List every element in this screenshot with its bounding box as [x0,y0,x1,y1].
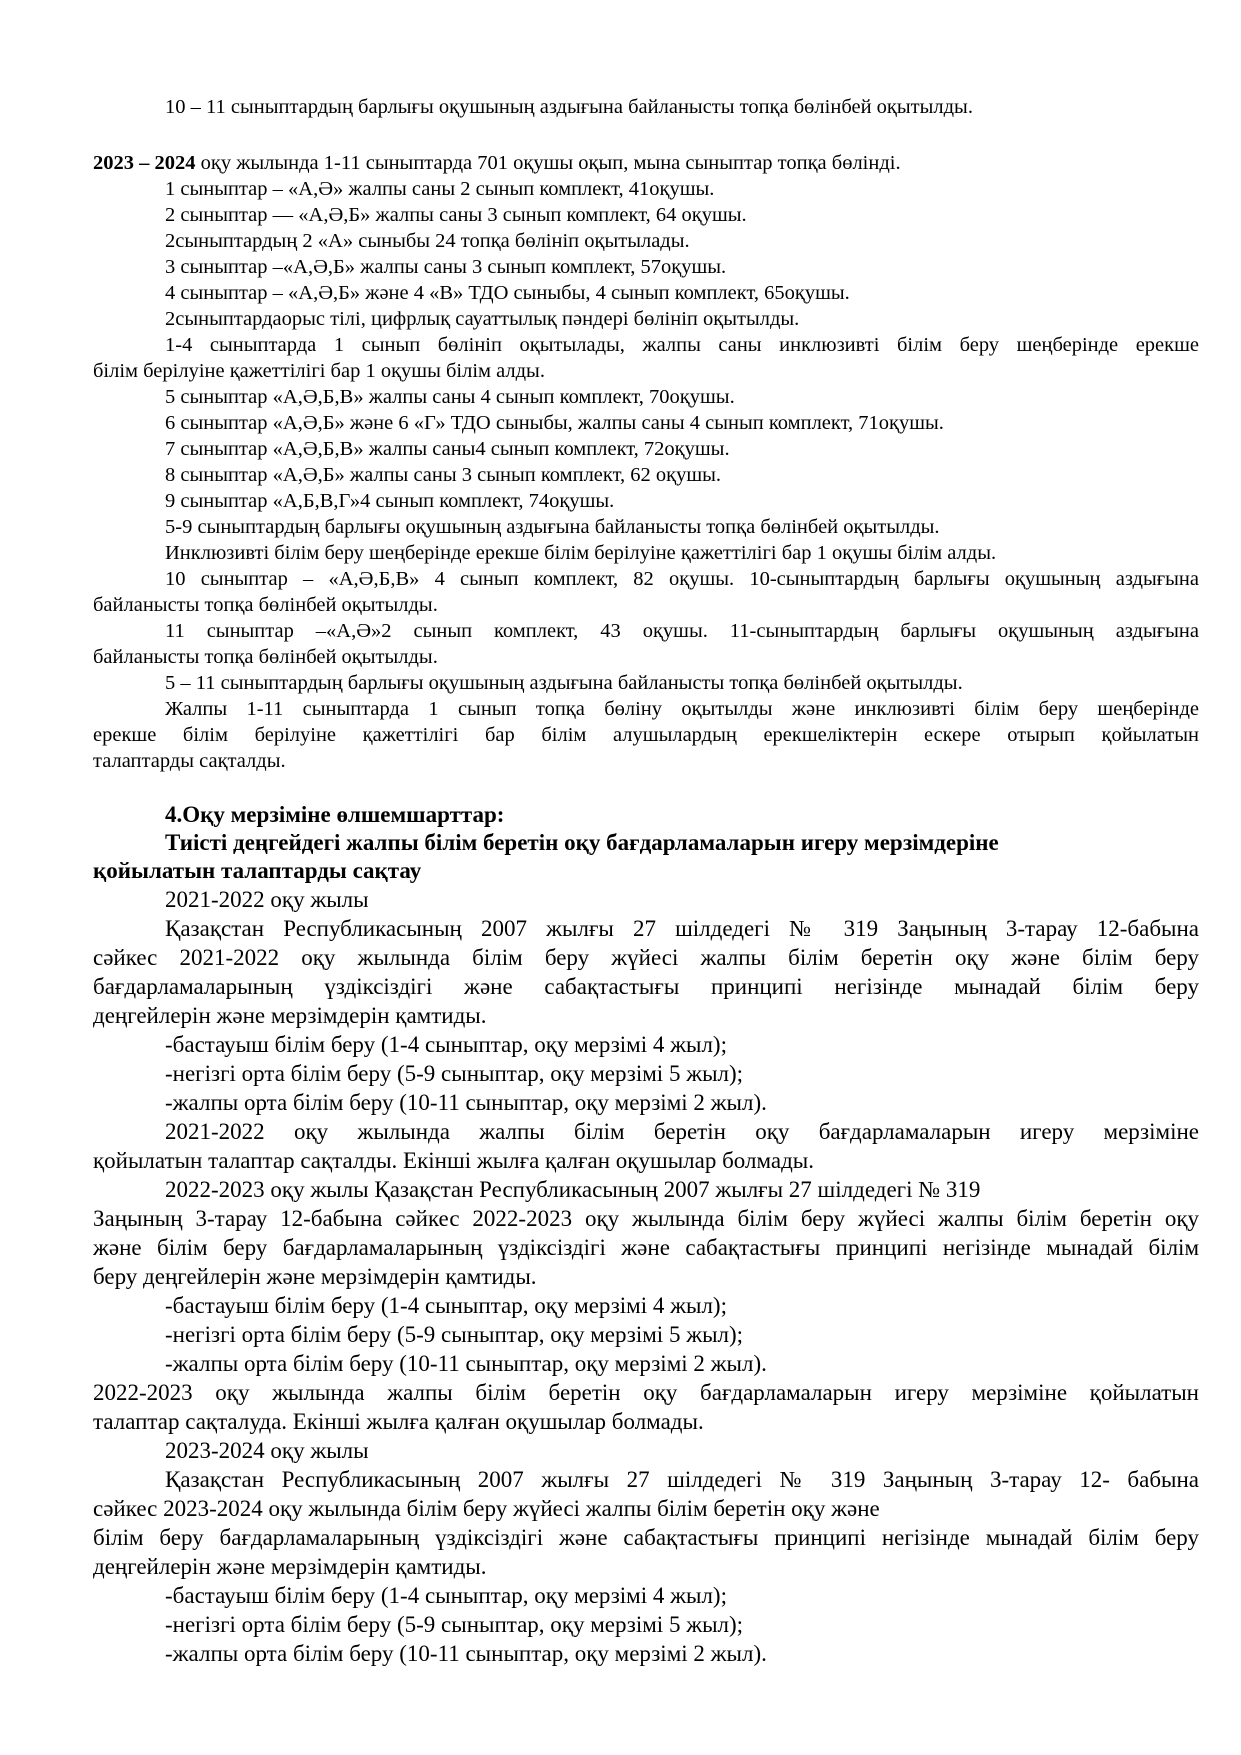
line-text: 4.Оқу мерзіміне өлшемшарттар: [165,802,505,827]
paragraph-line [165,1119,1199,1145]
line-text: -бастауыш білім беру (1-4 сыныптар, оқу мерзімі 4 жыл); [165,1583,727,1608]
paragraph-line [93,644,1199,670]
paragraph-line [165,1177,1199,1203]
line-text: талаптарды сақталды. [93,750,286,772]
paragraph-line [165,384,1199,410]
paragraph-line [165,280,1199,306]
paragraph-line [93,1496,1199,1522]
line-text: 2сыныптардаорыс тілі, цифрлық сауаттылық пәндері бөлініп оқытылды. [165,308,800,330]
line-text: Тиісті деңгейдегі жалпы білім беретін оқу бағдарламаларын игеру мерзімдеріне [165,830,999,855]
line-text: 3 сыныптар –«А,Ә,Б» жалпы саны 3 сынып комплект, 57оқушы. [165,256,727,278]
line-text: 5 сыныптар «А,Ә,Б,В» жалпы саны 4 сынып комплект, 70оқушы. [165,386,735,408]
paragraph-line [165,1322,1199,1348]
paragraph-line [165,94,1199,120]
paragraph-line [165,436,1199,462]
line-text: сәйкес 2023-2024 оқу жылында білім беру жүйесі жалпы білім беретін оқу және [93,1496,880,1521]
paragraph-line [93,592,1199,618]
line-text: Қазақстан Республикасының 2007 жылғы 27 шілдедегі № 319 Заңының 3-тарау 12- бабына [165,1467,1199,1492]
line-text: ерекше білім берілуіне қажеттілігі бар білім алушылардың ерекшеліктерін ескере отырып қойылатын [93,724,1199,746]
line-text: Қазақстан Республикасының 2007 жылғы 27 шілдедегі № 319 Заңының 3-тарау 12-бабына [165,916,1199,941]
paragraph-line [165,1032,1199,1058]
line-text: 4 сыныптар – «А,Ә,Б» және 4 «В» ТДО сыныбы, 4 сынып комплект, 65оқушы. [165,282,850,304]
line-text: -негізгі орта білім беру (5-9 сыныптар, оқу мерзімі 5 жыл); [165,1322,744,1347]
paragraph-line [165,1467,1199,1493]
line-text: беру деңгейлерін және мерзімдерін қамтиды. [93,1264,537,1289]
paragraph-line [93,1148,1199,1174]
line-text: байланысты топқа бөлінбей оқытылды. [93,646,438,668]
paragraph-line [165,540,1199,566]
paragraph-line [165,254,1199,280]
section-heading-line [93,858,1199,884]
paragraph-line [165,1583,1199,1609]
line-text: талаптар сақталуда. Екінші жылға қалған оқушылар болмады. [93,1409,704,1434]
paragraph-line [165,618,1199,644]
paragraph-line [93,748,1199,774]
line-text: 7 сыныптар «А,Ә,Б,В» жалпы саны4 сынып комплект, 72оқушы. [165,438,730,460]
paragraph-line [93,945,1199,971]
paragraph-line [93,1554,1199,1580]
line-text: Жалпы 1-11 сыныптарда 1 сынып топқа бөліну оқытылды және инклюзивті білім беру шеңберінде [165,698,1199,720]
line-text: 10 сыныптар – «А,Ә,Б,В» 4 сынып комплект, 82 оқушы. 10-сыныптардың барлығы оқушының аздығына [165,568,1199,590]
paragraph-line [165,332,1199,358]
paragraph-line [93,974,1199,1000]
line-text: -негізгі орта білім беру (5-9 сыныптар, оқу мерзімі 5 жыл); [165,1612,744,1637]
paragraph-line [93,1003,1199,1029]
paragraph-line [165,410,1199,436]
year-label: 2023 – 2024 [93,152,196,174]
paragraph-line [93,722,1199,748]
paragraph-line [165,696,1199,722]
line-text: 2 сыныптар — «А,Ә,Б» жалпы саны 3 сынып комплект, 64 оқушы. [165,204,747,226]
line-text: 8 сыныптар «А,Ә,Б» жалпы саны 3 сынып комплект, 62 оқушы. [165,464,722,486]
line-text: 5-9 сыныптардың барлығы оқушының аздығына байланысты топқа бөлінбей оқытылды. [165,516,940,538]
line-text: -негізгі орта білім беру (5-9 сыныптар, оқу мерзімі 5 жыл); [165,1061,744,1086]
line-text: деңгейлерін және мерзімдерін қамтиды. [93,1554,487,1579]
paragraph-line [165,887,1199,913]
paragraph-line [165,1351,1199,1377]
line-text: 2сыныптардың 2 «А» сыныбы 24 топқа бөлініп оқытылады. [165,230,690,252]
line-text: және білім беру бағдарламаларының үздіксіздігі және сабақтастығы принципі негізінде мынадай білім [93,1235,1199,1260]
line-text: бағдарламаларының үздіксіздігі және сабақтастығы принципі негізінде мынадай білім беру [93,974,1199,999]
section-heading-line [165,802,1199,828]
paragraph-line [165,1293,1199,1319]
line-text: сәйкес 2021-2022 оқу жылында білім беру жүйесі жалпы білім беретін оқу және білім беру [93,945,1199,970]
paragraph-line [165,488,1199,514]
paragraph-line [93,1525,1199,1551]
paragraph-line [165,514,1199,540]
paragraph-line [165,1612,1199,1638]
line-text: деңгейлерін және мерзімдерін қамтиды. [93,1003,487,1028]
line-text: 2022-2023 оқу жылында жалпы білім беретін оқу бағдарламаларын игеру мерзіміне қойылатын [93,1380,1199,1405]
line-text: байланысты топқа бөлінбей оқытылды. [93,594,438,616]
line-text: білім беру бағдарламаларының үздіксіздігі және сабақтастығы принципі негізінде мынадай білім беру [93,1525,1199,1550]
line-text: -жалпы орта білім беру (10-11 сыныптар, оқу мерзімі 2 жыл). [165,1351,767,1376]
paragraph-line [165,670,1199,696]
paragraph-line [165,566,1199,592]
paragraph-line [93,1206,1199,1232]
paragraph-line [165,1061,1199,1087]
paragraph-line [93,1235,1199,1261]
line-text: 5 – 11 сыныптардың барлығы оқушының аздығына байланысты топқа бөлінбей оқытылды. [165,672,963,694]
paragraph-line [93,1409,1199,1435]
line-text: 1-4 сыныптарда 1 сынып бөлініп оқытылады, жалпы саны инклюзивті білім беру шеңберінде ерекше [165,334,1199,356]
line-text: 6 сыныптар «А,Ә,Б» және 6 «Г» ТДО сыныбы, жалпы саны 4 сынып комплект, 71оқушы. [165,412,944,434]
line-text: 2022-2023 оқу жылы Қазақстан Республикасының 2007 жылғы 27 шілдедегі № 319 [165,1177,981,1202]
paragraph-line [165,306,1199,332]
line-text: оқу жылында 1-11 сыныптарда 701 оқушы оқып, мына сыныптар топқа бөлінді. [195,152,901,174]
paragraph-line [93,358,1199,384]
line-text: 2021-2022 оқу жылында жалпы білім беретін оқу бағдарламаларын игеру мерзіміне [165,1119,1199,1144]
paragraph-line [165,916,1199,942]
line-text: қойылатын талаптарды сақтау [93,858,422,883]
paragraph-line [165,228,1199,254]
line-text: 10 – 11 сыныптардың барлығы оқушының аздығына байланысты топқа бөлінбей оқытылды. [165,96,973,118]
line-text: 2021-2022 оқу жылы [165,887,369,912]
paragraph-line [165,202,1199,228]
line-text: -бастауыш білім беру (1-4 сыныптар, оқу мерзімі 4 жыл); [165,1032,727,1057]
line-text: қойылатын талаптар сақталды. Екінші жылға қалған оқушылар болмады. [93,1148,814,1173]
line-text: білім берілуіне қажеттілігі бар 1 оқушы білім алды. [93,360,545,382]
paragraph-line [165,1641,1199,1667]
line-text: Заңының 3-тарау 12-бабына сәйкес 2022-2023 оқу жылында білім беру жүйесі жалпы білім беретін оқу [93,1206,1199,1231]
line-text: Инклюзивті білім беру шеңберінде ерекше білім берілуіне қажеттілігі бар 1 оқушы білім алды. [165,542,997,564]
section-heading-line [165,830,1199,856]
line-text: 9 сыныптар «А,Б,В,Г»4 сынып комплект, 74оқушы. [165,490,615,512]
paragraph-line [93,150,1199,176]
paragraph-line [93,1264,1199,1290]
line-text: 2023-2024 оқу жылы [165,1438,369,1463]
paragraph-line [165,462,1199,488]
paragraph-line [165,176,1199,202]
line-text: -жалпы орта білім беру (10-11 сыныптар, оқу мерзімі 2 жыл). [165,1641,767,1666]
line-text: -бастауыш білім беру (1-4 сыныптар, оқу мерзімі 4 жыл); [165,1293,727,1318]
paragraph-line [165,1438,1199,1464]
line-text: 11 сыныптар –«А,Ә»2 сынып комплект, 43 оқушы. 11-сыныптардың барлығы оқушының аздығына [165,620,1199,642]
paragraph-line [93,1380,1199,1406]
line-text: -жалпы орта білім беру (10-11 сыныптар, оқу мерзімі 2 жыл). [165,1090,767,1115]
line-text: 1 сыныптар – «А,Ә» жалпы саны 2 сынып комплект, 41оқушы. [165,178,715,200]
paragraph-line [165,1090,1199,1116]
